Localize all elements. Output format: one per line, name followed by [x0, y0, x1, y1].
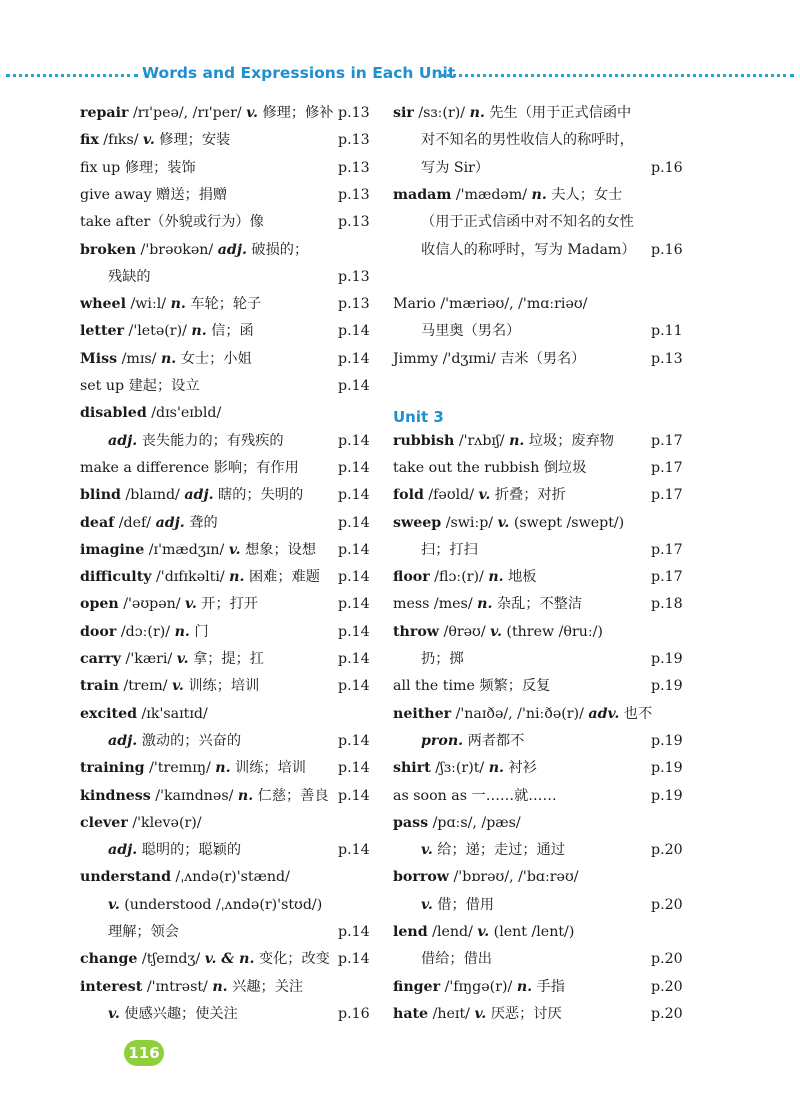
glossary-entry — [393, 237, 636, 264]
gloss: 地板 — [503, 569, 537, 586]
glossary-entry — [393, 783, 557, 810]
headword: lend — [393, 924, 428, 940]
part-of-speech: n. — [215, 760, 231, 777]
part-of-speech: n. — [170, 296, 186, 313]
glossary-entry — [393, 291, 587, 318]
page-reference: p.20 — [651, 1005, 683, 1022]
part-of-speech: n. — [212, 978, 228, 995]
entry-text: make a difference 影响；有作用 — [80, 459, 299, 476]
entry-text: /wiːl/ — [125, 296, 171, 313]
page-reference: p.13 — [338, 268, 370, 285]
part-of-speech: v. — [421, 896, 433, 913]
gloss: 变化；改变 — [254, 951, 330, 968]
page-reference: p.17 — [651, 487, 683, 504]
gloss: 开；打开 — [196, 596, 259, 613]
unit-heading: Unit 3 — [393, 408, 444, 427]
page-reference: p.17 — [651, 459, 683, 476]
glossary-entry — [80, 455, 299, 482]
entry-text: 对不知名的男性收信人的称呼时， — [421, 132, 634, 149]
part-of-speech: adj. — [155, 514, 185, 531]
entry-text: /treɪn/ — [118, 678, 173, 695]
part-of-speech: n. — [531, 186, 547, 203]
glossary-entry — [393, 864, 579, 891]
glossary-entry — [80, 673, 259, 700]
gloss: 拿；提；扛 — [188, 651, 264, 667]
part-of-speech: adv. — [588, 705, 620, 722]
glossary-entry — [80, 155, 196, 182]
entry-text: /ɪ'mædʒɪn/ — [144, 541, 229, 558]
entry-text: /'kæri/ — [121, 651, 177, 667]
header-dotted-rule-right — [440, 74, 794, 77]
glossary-entry — [80, 237, 308, 264]
headword: finger — [393, 978, 441, 995]
entry-text: /fɪks/ — [98, 132, 144, 149]
page-reference: p.14 — [338, 651, 370, 667]
headword: rubbish — [393, 432, 455, 449]
glossary-entry — [80, 701, 208, 728]
page-reference: p.13 — [338, 214, 370, 231]
glossary-entry — [80, 974, 303, 1001]
page-reference: p.14 — [338, 378, 370, 394]
part-of-speech: n. — [191, 323, 207, 340]
page-reference: p.19 — [651, 678, 683, 695]
headword: throw — [393, 623, 440, 640]
glossary-entry — [393, 837, 565, 864]
gloss: 先生（用于正式信函中 — [484, 105, 632, 121]
part-of-speech: n. — [469, 105, 485, 121]
entry-text: /sɜː(r)/ — [413, 105, 470, 121]
gloss: 修理；安装 — [154, 132, 231, 149]
headword: open — [80, 596, 119, 613]
glossary-entry — [393, 564, 537, 591]
headword: difficulty — [80, 569, 152, 586]
entry-text: /θrəʊ/ — [439, 623, 491, 640]
headword: interest — [80, 978, 143, 995]
part-of-speech: pron. — [421, 732, 464, 749]
headword: letter — [80, 323, 125, 340]
page-reference: p.14 — [338, 541, 370, 558]
entry-text: /'naɪðə/, /'niːðə(r)/ — [451, 705, 589, 722]
gloss: 衬衫 — [503, 760, 537, 777]
page-reference: p.14 — [338, 569, 370, 586]
glossary-entry — [80, 564, 320, 591]
glossary-entry — [393, 755, 537, 782]
headword: understand — [80, 869, 172, 886]
part-of-speech: v. — [421, 842, 433, 859]
page-reference: p.14 — [338, 787, 370, 804]
glossary-entry — [393, 155, 489, 182]
glossary-entry — [80, 946, 330, 973]
entry-text: /'mædəm/ — [451, 186, 532, 203]
entry-text: /def/ — [114, 514, 156, 531]
page-reference: p.19 — [651, 760, 683, 777]
headword: blind — [80, 487, 121, 504]
glossary-entry — [80, 619, 209, 646]
page-reference: p.13 — [651, 350, 683, 367]
entry-text: /lend/ — [427, 924, 478, 940]
entry-text: /'rʌbɪʃ/ — [454, 432, 510, 449]
headword: madam — [393, 186, 452, 203]
gloss: 聪明的；聪颖的 — [137, 842, 242, 859]
glossary-entry — [393, 537, 478, 564]
entry-text: /'əʊpən/ — [118, 596, 186, 613]
part-of-speech: v. — [477, 924, 490, 940]
page-reference: p.20 — [651, 978, 683, 995]
headword: pass — [393, 814, 429, 831]
gloss: 杂乱；不整洁 — [492, 596, 583, 613]
page-reference: p.13 — [338, 186, 370, 203]
page-reference: p.14 — [338, 678, 370, 695]
page-number: 116 — [124, 1040, 164, 1066]
part-of-speech: n. — [237, 787, 254, 804]
page-reference: p.11 — [651, 323, 683, 340]
glossary-entry — [393, 728, 524, 755]
gloss: 仁慈；善良 — [253, 787, 329, 804]
entry-text: all the time 频繁；反复 — [393, 678, 551, 695]
headword: door — [80, 623, 117, 640]
page-reference: p.20 — [651, 896, 683, 913]
part-of-speech: v. — [108, 896, 120, 913]
entry-text: /ɪk'saɪtɪd/ — [137, 705, 208, 722]
gloss: 折叠；对折 — [490, 487, 566, 504]
page-reference: p.14 — [338, 487, 370, 504]
page-reference: p.14 — [338, 732, 370, 749]
gloss: 信；函 — [206, 323, 254, 340]
glossary-entry — [80, 591, 258, 618]
headword: disabled — [80, 405, 147, 422]
gloss: 给；递；走过；通过 — [432, 842, 565, 859]
entry-text: /rɪ'peə/, /rɪ'per/ — [128, 105, 247, 121]
headword: shirt — [393, 760, 431, 777]
glossary-entry — [393, 919, 574, 946]
part-of-speech: v. & n. — [204, 951, 255, 968]
page-reference: p.20 — [651, 842, 683, 859]
entry-text: as soon as 一……就…… — [393, 787, 557, 804]
glossary-entry — [80, 892, 322, 919]
glossary-entry — [80, 810, 202, 837]
part-of-speech: v. — [474, 1005, 487, 1022]
page-reference: p.16 — [338, 1005, 370, 1022]
part-of-speech: n. — [477, 596, 493, 613]
headword: hate — [393, 1005, 429, 1022]
headword: neither — [393, 705, 452, 722]
entry-text: /ʃɜː(r)t/ — [430, 760, 489, 777]
gloss: 手指 — [532, 978, 565, 995]
page-reference: p.16 — [651, 241, 683, 258]
part-of-speech: v. — [176, 651, 189, 667]
entry-text: /blaɪnd/ — [120, 487, 185, 504]
gloss: 车轮；轮子 — [185, 296, 262, 313]
glossary-entry — [80, 646, 264, 673]
page-reference: p.18 — [651, 596, 683, 613]
entry-text: /'treɪnɪŋ/ — [144, 760, 216, 777]
glossary-entry — [393, 346, 585, 373]
page-reference: p.19 — [651, 651, 683, 667]
entry-text: 收信人的称呼时，写为 Madam） — [421, 241, 636, 258]
entry-text: /'kaɪndnəs/ — [150, 787, 238, 804]
glossary-entry — [393, 619, 603, 646]
gloss: 丧失能力的；有残疾的 — [137, 432, 284, 449]
glossary-entry — [393, 455, 586, 482]
page-reference: p.13 — [338, 296, 370, 313]
headword: wheel — [80, 296, 126, 313]
part-of-speech: n. — [488, 569, 504, 586]
glossary-entry — [80, 755, 306, 782]
entry-text: 扫；打扫 — [421, 541, 478, 558]
headword: fix — [80, 132, 99, 149]
gloss: 夫人；女士 — [546, 186, 623, 203]
gloss: (understood /ˌʌndə(r)'stʊd/) — [119, 896, 323, 913]
glossary-entry — [80, 291, 261, 318]
glossary-entry — [80, 182, 227, 209]
entry-text: /'bɒrəʊ/, /'bɑːrəʊ/ — [449, 869, 579, 886]
part-of-speech: v. — [108, 1005, 120, 1022]
glossary-entry — [80, 919, 179, 946]
glossary-entry — [80, 127, 230, 154]
header-dotted-rule-left — [6, 74, 138, 77]
entry-text: /'klevə(r)/ — [127, 814, 202, 831]
entry-text: /flɔː(r)/ — [429, 569, 489, 586]
headword: fold — [393, 487, 424, 504]
glossary-entry — [80, 1001, 238, 1028]
entry-text: 扔；掷 — [421, 651, 464, 667]
glossary-entry — [393, 673, 550, 700]
headword: clever — [80, 814, 128, 831]
entry-text: 理解；领会 — [108, 924, 179, 940]
page-reference: p.14 — [338, 350, 370, 367]
part-of-speech: v. — [490, 623, 502, 640]
glossary-entry — [393, 182, 622, 209]
headword: carry — [80, 651, 122, 667]
entry-text: take after（外貌或行为）像 — [80, 214, 264, 231]
glossary-entry — [393, 100, 631, 127]
page-reference: p.13 — [338, 132, 370, 149]
page-reference: p.14 — [338, 951, 370, 968]
entry-text: /dɔː(r)/ — [116, 623, 175, 640]
entry-text: （用于正式信函中对不知名的女性 — [421, 214, 634, 231]
glossary-entry — [80, 837, 241, 864]
headword: imagine — [80, 541, 145, 558]
glossary-entry — [80, 537, 316, 564]
page-reference: p.14 — [338, 459, 370, 476]
page-reference: p.14 — [338, 514, 370, 531]
page-reference: p.14 — [338, 323, 370, 340]
glossary-entry — [393, 482, 566, 509]
gloss: 训练；培训 — [183, 678, 260, 695]
page-reference: p.14 — [338, 596, 370, 613]
page-reference: p.14 — [338, 623, 370, 640]
entry-text: Mario /'mæriəʊ/, /'mɑːriəʊ/ — [393, 296, 588, 313]
part-of-speech: v. — [185, 596, 197, 613]
part-of-speech: n. — [488, 760, 504, 777]
entry-text: 残缺的 — [108, 268, 151, 285]
entry-text: /'brəʊkən/ — [136, 241, 218, 258]
glossary-entry — [80, 428, 284, 455]
page-reference: p.17 — [651, 541, 683, 558]
glossary-entry — [80, 482, 303, 509]
page-reference: p.16 — [651, 159, 683, 176]
page-reference: p.20 — [651, 951, 683, 968]
page-reference: p.14 — [338, 432, 370, 449]
headword: kindness — [80, 787, 151, 804]
gloss: 修理；修补 — [257, 105, 334, 121]
glossary-entry — [80, 864, 290, 891]
entry-text: Jimmy /'dʒɪmi/ 吉米（男名） — [393, 350, 586, 367]
headword: repair — [80, 105, 129, 121]
gloss: 使感兴趣；使关注 — [119, 1005, 238, 1022]
entry-text: /'letə(r)/ — [124, 323, 192, 340]
part-of-speech: n. — [160, 350, 177, 367]
glossary-entry — [393, 701, 652, 728]
glossary-entry — [393, 1001, 562, 1028]
gloss: 借；借用 — [432, 896, 495, 913]
headword: borrow — [393, 869, 450, 886]
glossary-entry — [80, 100, 333, 127]
glossary-entry — [80, 346, 252, 373]
headword: train — [80, 678, 119, 695]
glossary-entry — [80, 510, 218, 537]
glossary-entry — [393, 946, 492, 973]
page-reference: p.14 — [338, 842, 370, 859]
headword: excited — [80, 705, 138, 722]
entry-text: give away 赠送；捐赠 — [80, 186, 228, 203]
gloss: 瞎的；失明的 — [213, 487, 304, 504]
glossary-entry — [80, 264, 151, 291]
headword: training — [80, 760, 145, 777]
part-of-speech: v. — [172, 678, 184, 695]
glossary-entry — [393, 810, 521, 837]
page-reference: p.13 — [338, 105, 370, 121]
gloss: 女士；小姐 — [176, 350, 252, 367]
glossary-entry — [80, 783, 329, 810]
glossary-entry — [80, 209, 264, 236]
gloss: 兴趣；关注 — [227, 978, 304, 995]
entry-text: /'ɪntrəst/ — [142, 978, 213, 995]
gloss: 训练；培训 — [230, 760, 306, 777]
gloss: (lent /lent/) — [489, 924, 575, 940]
glossary-entry — [80, 728, 241, 755]
entry-text: /'fɪŋgə(r)/ — [440, 978, 517, 995]
entry-text: /pɑːs/, /pæs/ — [428, 814, 521, 831]
glossary-entry — [393, 318, 520, 345]
page-reference: p.14 — [338, 924, 370, 940]
part-of-speech: adj. — [108, 432, 138, 449]
headword: deaf — [80, 514, 115, 531]
gloss: 破损的； — [246, 241, 309, 258]
entry-text: /heɪt/ — [428, 1005, 475, 1022]
gloss: 聋的 — [184, 514, 218, 531]
entry-text: /fəʊld/ — [423, 487, 479, 504]
glossary-entry — [393, 974, 565, 1001]
entry-text: take out the rubbish 倒垃圾 — [393, 459, 587, 476]
page-reference: p.17 — [651, 569, 683, 586]
part-of-speech: n. — [509, 432, 525, 449]
headword: broken — [80, 241, 137, 258]
page-header — [0, 62, 800, 88]
entry-text: /mɪs/ — [117, 350, 161, 367]
gloss: (threw /θruː/) — [501, 623, 603, 640]
part-of-speech: n. — [174, 623, 190, 640]
part-of-speech: v. — [228, 541, 241, 558]
glossary-entry — [393, 428, 614, 455]
entry-text: fix up 修理；装饰 — [80, 159, 196, 176]
part-of-speech: n. — [229, 569, 245, 586]
gloss: 想象；设想 — [240, 541, 317, 558]
gloss: 厌恶；讨厌 — [486, 1005, 562, 1022]
header-title: Words and Expressions in Each Unit — [142, 64, 456, 82]
entry-text: 写为 Sir） — [421, 159, 490, 176]
headword: Miss — [80, 350, 118, 367]
glossary-entry — [393, 892, 494, 919]
glossary-entry — [80, 318, 254, 345]
part-of-speech: v. — [497, 514, 510, 531]
headword: change — [80, 951, 138, 968]
entry-text: /'dɪfɪkəlti/ — [151, 569, 230, 586]
page-reference: p.19 — [651, 732, 683, 749]
entry-text: /tʃeɪndʒ/ — [137, 951, 205, 968]
part-of-speech: adj. — [108, 732, 138, 749]
entry-text: /ˌʌndə(r)'stænd/ — [171, 869, 290, 886]
headword: floor — [393, 569, 430, 586]
gloss: 垃圾；废弃物 — [524, 432, 614, 449]
page-reference: p.19 — [651, 787, 683, 804]
gloss: 两者都不 — [463, 732, 525, 749]
glossary-entry — [393, 591, 582, 618]
glossary-entry — [393, 209, 634, 236]
glossary-entry — [393, 127, 634, 154]
gloss: 门 — [189, 623, 209, 640]
part-of-speech: v. — [143, 132, 155, 149]
part-of-speech: adj. — [108, 842, 138, 859]
entry-text: 马里奥（男名） — [421, 323, 521, 340]
gloss: 也不 — [619, 705, 653, 722]
part-of-speech: v. — [478, 487, 491, 504]
entry-text: /swiːp/ — [441, 514, 498, 531]
page-reference: p.17 — [651, 432, 683, 449]
part-of-speech: adj. — [184, 487, 214, 504]
entry-text: set up 建起；设立 — [80, 378, 200, 394]
glossary-entry — [393, 510, 624, 537]
entry-text: mess /mes/ — [393, 596, 478, 613]
gloss: 困难；难题 — [244, 569, 320, 586]
glossary-entry — [80, 400, 221, 427]
glossary-entry — [80, 373, 200, 400]
page-reference: p.13 — [338, 159, 370, 176]
page-reference: p.14 — [338, 760, 370, 777]
part-of-speech: v. — [246, 105, 258, 121]
glossary-entry — [393, 646, 464, 673]
gloss: (swept /swept/) — [509, 514, 625, 531]
headword: sweep — [393, 514, 442, 531]
headword: sir — [393, 105, 414, 121]
entry-text: /dɪs'eɪbld/ — [146, 405, 222, 422]
part-of-speech: adj. — [217, 241, 247, 258]
entry-text: 借给；借出 — [421, 951, 492, 968]
gloss: 激动的；兴奋的 — [137, 732, 242, 749]
part-of-speech: n. — [516, 978, 533, 995]
